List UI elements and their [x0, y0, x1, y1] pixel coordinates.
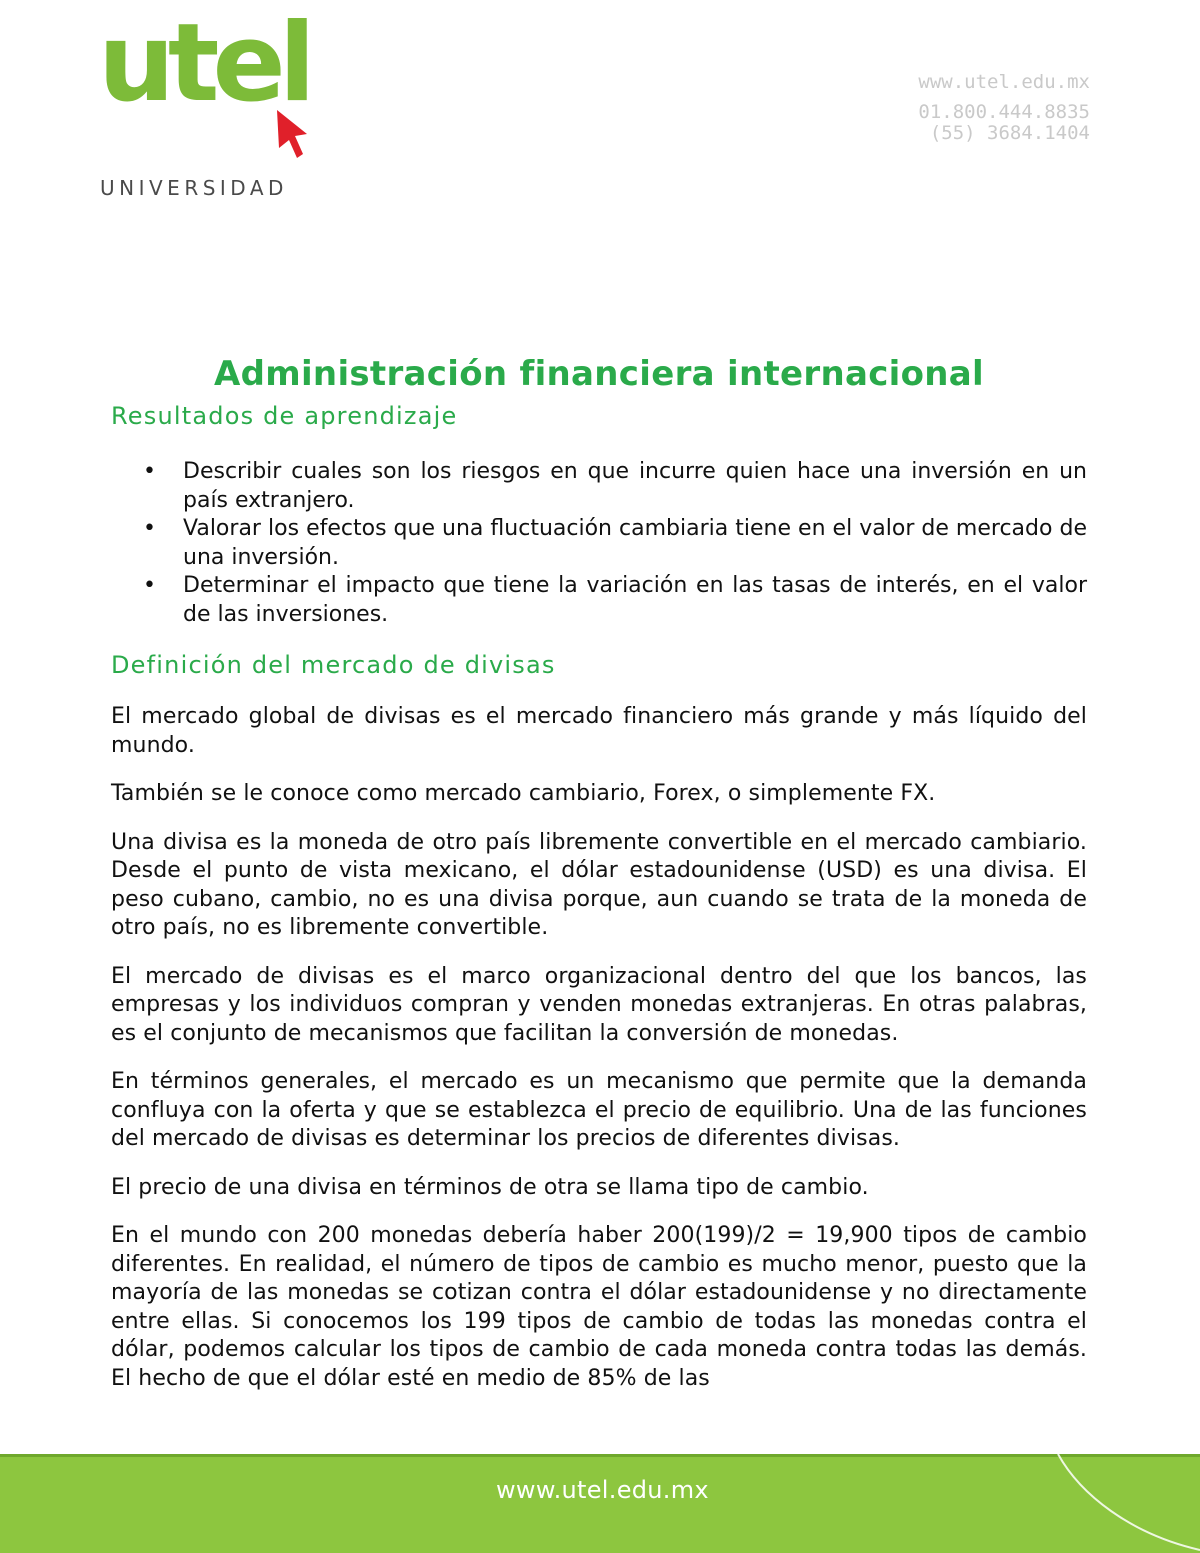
section-heading-definition: Definición del mercado de divisas — [111, 651, 556, 679]
section-heading-learning-outcomes: Resultados de aprendizaje — [111, 402, 458, 430]
paragraph: En el mundo con 200 monedas debería haber 200(199)/2 = 19,900 tipos de cambio diferentes. En realidad, el número de tipos de cambio es mucho menor, puesto que la mayoría de las monedas se cotizan contra el dólar estadounidense y no directamente entre ellas. Si conocemos los 199 tipos de cambio de todas las monedas contra el dólar, podemos calcular los tipos de cambio de cada moneda contra todas las demás. El hecho de que el dólar esté en medio de 85% de las — [111, 1223, 1087, 1391]
header-phone-1: 01.800.444.8835 — [918, 101, 1090, 123]
footer-band — [0, 1454, 1200, 1553]
document-body — [111, 352, 1087, 1393]
paragraph: El mercado global de divisas es el mercado financiero más grande y más líquido del mundo. — [111, 704, 1087, 758]
list-item: • Valorar los efectos que una fluctuación cambiaria tiene en el valor de mercado de una inversión. — [111, 515, 1087, 572]
contact-info — [918, 72, 1090, 144]
document-title: Administración financiera internacional — [214, 354, 984, 394]
paragraph: Una divisa es la moneda de otro país libremente convertible en el mercado cambiario. Desde el punto de vista mexicano, el dólar estadounidense (USD) es una divisa. El peso cubano, cambio, no es una divisa porque, aun cuando se trata de la moneda de otro país, no es libremente convertible. — [111, 829, 1087, 940]
paragraph: El mercado de divisas es el marco organizacional dentro del que los bancos, las empresas y los individuos compran y venden monedas extranjeras. En otras palabras, es el conjunto de mecanismos que facilitan la conversión de monedas. — [111, 963, 1087, 1046]
list-item: • Describir cuales son los riesgos en que incurre quien hace una inversión en un país extranjero. — [111, 458, 1087, 515]
paragraph: En términos generales, el mercado es un mecanismo que permite que la demanda confluya con la oferta y que se establezca el precio de equilibrio. Una de las funciones del mercado de divisas es determinar los precios de diferentes divisas. — [111, 1069, 1087, 1151]
logo-wordmark: utel — [98, 1, 309, 126]
learning-outcomes-list — [111, 458, 1087, 629]
footer-website: www.utel.edu.mx — [496, 1476, 709, 1504]
list-item: • Determinar el impacto que tiene la variación en las tasas de interés, en el valor de las inversiones. — [111, 572, 1087, 629]
footer-arc-decoration — [1020, 1454, 1200, 1553]
paragraph: El precio de una divisa en términos de otra se llama tipo de cambio. — [111, 1174, 869, 1200]
header-phone-2: (55) 3684.1404 — [929, 122, 1090, 144]
logo-subtitle: UNIVERSIDAD — [100, 176, 288, 200]
header-website: www.utel.edu.mx — [918, 71, 1090, 93]
paragraph: También se le conoce como mercado cambiario, Forex, o simplemente FX. — [111, 781, 936, 806]
cursor-arrow-icon — [275, 108, 309, 160]
